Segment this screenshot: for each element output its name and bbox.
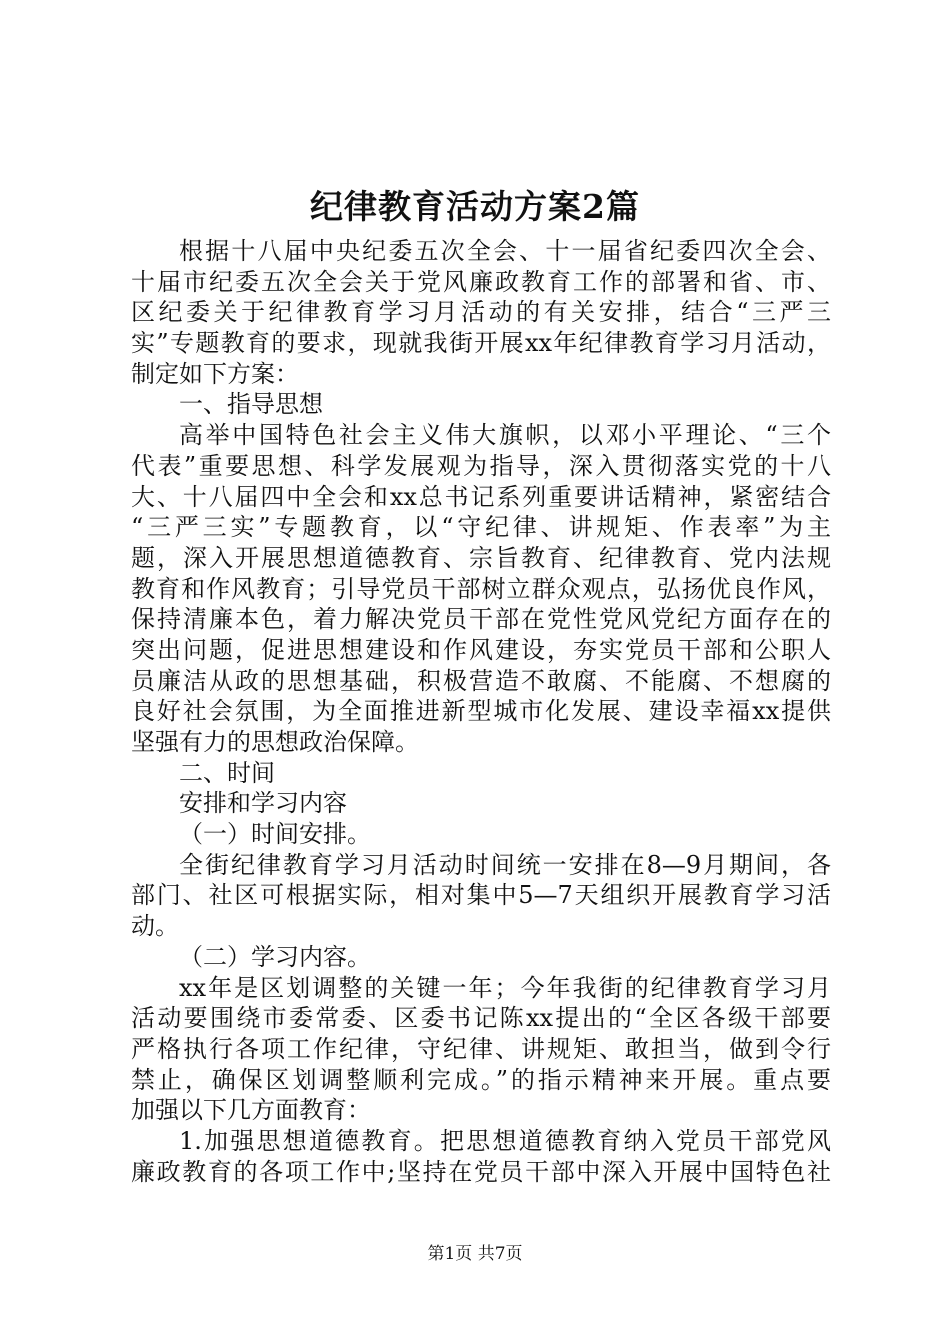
body-line: 良好社会氛围，为全面推进新型城市化发展、建设幸福xx提供 bbox=[131, 697, 831, 726]
document-body bbox=[131, 236, 831, 1187]
body-line: 1.加强思想道德教育。把思想道德教育纳入党员干部党风 bbox=[179, 1126, 831, 1155]
document-title: 纪律教育活动方案2篇 bbox=[310, 187, 640, 226]
body-line: 一、指导思想 bbox=[179, 390, 323, 419]
body-line: （一）时间安排。 bbox=[179, 820, 371, 849]
body-line: 题，深入开展思想道德教育、宗旨教育、纪律教育、党内法规 bbox=[131, 543, 831, 572]
body-line: 安排和学习内容 bbox=[179, 789, 347, 818]
body-line: 制定如下方案： bbox=[131, 359, 299, 388]
page-footer: 第1页 共7页 bbox=[427, 1244, 523, 1264]
body-line: 全街纪律教育学习月活动时间统一安排在8—9月期间，各 bbox=[179, 850, 831, 879]
body-line: 实”专题教育的要求，现就我街开展xx年纪律教育学习月活动， bbox=[131, 329, 831, 358]
body-line: 代表”重要思想、科学发展观为指导，深入贯彻落实党的十八 bbox=[131, 451, 831, 480]
body-line: 二、时间 bbox=[179, 758, 275, 787]
body-line: 十届市纪委五次全会关于党风廉政教育工作的部署和省、市、 bbox=[131, 267, 831, 296]
body-line: 禁止，确保区划调整顺利完成。”的指示精神来开展。重点要 bbox=[131, 1065, 831, 1094]
body-line: 加强以下几方面教育： bbox=[131, 1096, 371, 1125]
body-line: 高举中国特色社会主义伟大旗帜，以邓小平理论、“三个 bbox=[179, 421, 831, 450]
body-line: 保持清廉本色，着力解决党员干部在党性党风党纪方面存在的 bbox=[131, 605, 831, 634]
body-line: 区纪委关于纪律教育学习月活动的有关安排，结合“三严三 bbox=[131, 298, 831, 327]
body-line: （二）学习内容。 bbox=[179, 942, 371, 971]
body-line: 员廉洁从政的思想基础，积极营造不敢腐、不能腐、不想腐的 bbox=[131, 666, 831, 695]
body-line: 活动要围绕市委常委、区委书记陈xx提出的“全区各级干部要 bbox=[131, 1004, 831, 1033]
body-line: 根据十八届中央纪委五次全会、十一届省纪委四次全会、 bbox=[179, 237, 831, 265]
body-line: 突出问题，促进思想建设和作风建设，夯实党员干部和公职人 bbox=[131, 635, 831, 664]
body-line: 大、十八届四中全会和xx总书记系列重要讲话精神，紧密结合 bbox=[131, 482, 831, 511]
body-line: 严格执行各项工作纪律，守纪律、讲规矩、敢担当，做到令行 bbox=[131, 1034, 831, 1063]
body-line: 廉政教育的各项工作中;坚持在党员干部中深入开展中国特色社 bbox=[131, 1157, 831, 1186]
body-line: 坚强有力的思想政治保障。 bbox=[131, 728, 419, 756]
body-line: 动。 bbox=[131, 912, 179, 941]
body-line: “三严三实”专题教育，以“守纪律、讲规矩、作表率”为主 bbox=[131, 513, 831, 542]
body-line: 部门、社区可根据实际，相对集中5—7天组织开展教育学习活 bbox=[131, 881, 831, 910]
body-line: 教育和作风教育；引导党员干部树立群众观点，弘扬优良作风， bbox=[131, 574, 831, 603]
body-line: xx年是区划调整的关键一年；今年我街的纪律教育学习月 bbox=[179, 973, 831, 1002]
